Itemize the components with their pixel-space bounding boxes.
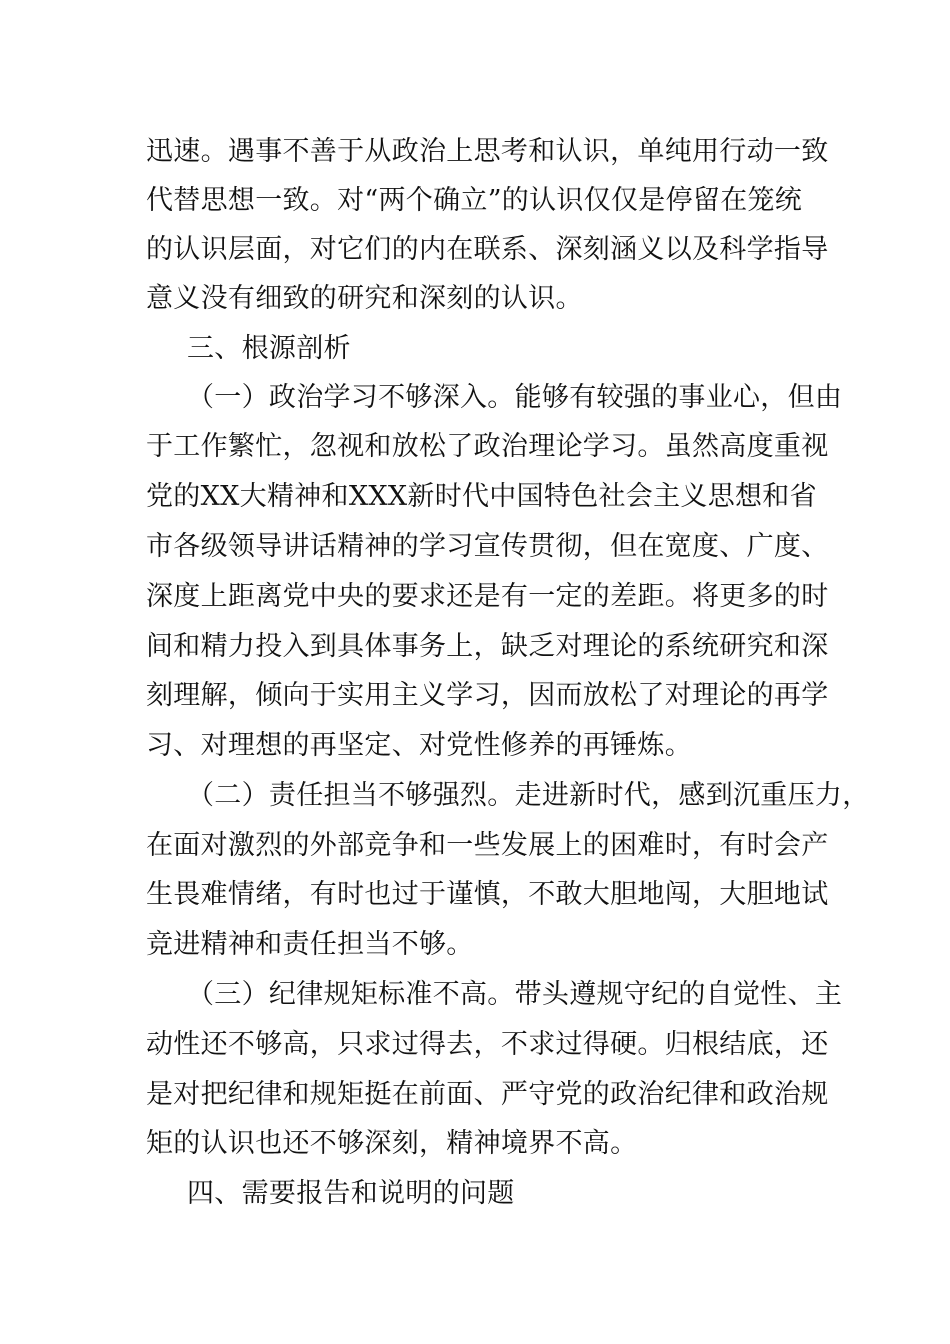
section-heading-3: 三、根源剖析 [187, 333, 351, 364]
text-line-19: 动性还不够高，只求过得去，不求过得硬。归根结底，还 [146, 1029, 829, 1060]
text-line-14: （二）责任担当不够强烈。走进新时代，感到沉重压力， [187, 780, 870, 811]
text-line-1: 迅速。遇事不善于从政治上思考和认识，单纯用行动一致 [146, 136, 829, 167]
text-line-17: 竞进精神和责任担当不够。 [146, 929, 474, 960]
text-line-6: （一）政治学习不够深入。能够有较强的事业心，但由 [187, 382, 843, 413]
text-line-15: 在面对激烈的外部竞争和一些发展上的困难时，有时会产 [146, 830, 829, 861]
text-line-20: 是对把纪律和规矩挺在前面、严守党的政治纪律和政治规 [146, 1079, 829, 1110]
text-line-7: 于工作繁忙，忽视和放松了政治理论学习。虽然高度重视 [146, 431, 829, 462]
text-line-8: 党的XX大精神和XXX新时代中国特色社会主义思想和省 [146, 481, 817, 512]
section-heading-4: 四、需要报告和说明的问题 [187, 1178, 515, 1209]
text-line-10: 深度上距离党中央的要求还是有一定的差距。将更多的时 [146, 581, 829, 612]
text-line-13: 习、对理想的再坚定、对党性修养的再锤炼。 [146, 730, 692, 761]
text-line-11: 间和精力投入到具体事务上，缺乏对理论的系统研究和深 [146, 631, 829, 662]
text-line-21: 矩的认识也还不够深刻，精神境界不高。 [146, 1128, 638, 1159]
text-line-16: 生畏难情绪，有时也过于谨慎，不敢大胆地闯，大胆地试 [146, 879, 829, 910]
text-line-9: 市各级领导讲话精神的学习宣传贯彻，但在宽度、广度、 [146, 531, 829, 562]
text-line-18: （三）纪律规矩标准不高。带头遵规守纪的自觉性、主 [187, 979, 843, 1010]
text-line-3: 的认识层面，对它们的内在联系、深刻涵义以及科学指导 [146, 234, 829, 265]
text-line-2: 代替思想一致。对“两个确立”的认识仅仅是停留在笼统 [146, 185, 803, 216]
text-line-4: 意义没有细致的研究和深刻的认识。 [146, 283, 583, 314]
text-line-12: 刻理解，倾向于实用主义学习，因而放松了对理论的再学 [146, 680, 829, 711]
